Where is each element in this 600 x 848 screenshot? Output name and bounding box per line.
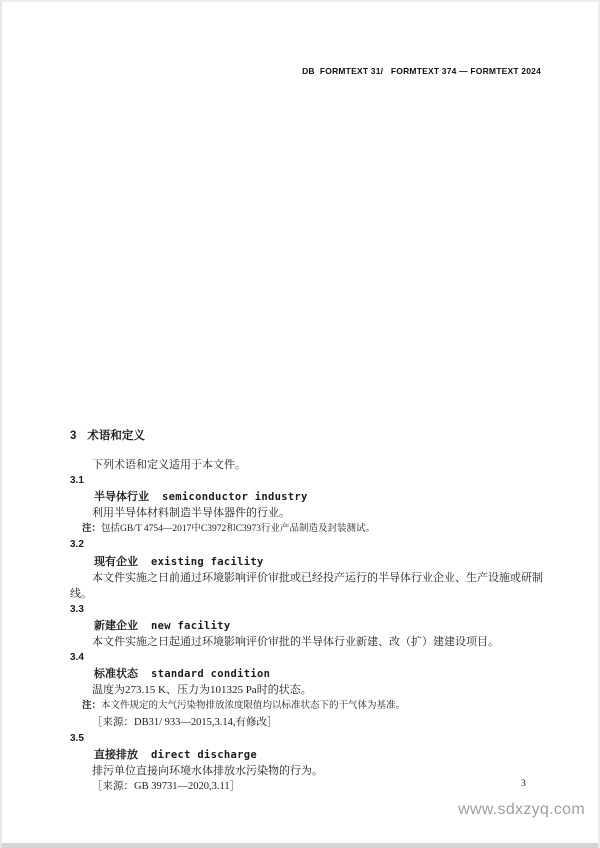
section-number: 3	[70, 430, 77, 442]
note-text: 包括GB/T 4754—2017中C3972和C3973行业产品制造及封装测试。	[101, 524, 376, 535]
term-line	[70, 666, 562, 682]
term-line	[70, 489, 562, 505]
term-english: existing facility	[151, 555, 264, 568]
note-label: 注：	[82, 700, 102, 712]
section-title: 术语和定义	[87, 430, 145, 442]
term-definition: 本文件实施之日起通过环境影响评价审批的半导体行业新建、改（扩）建建设项目。	[92, 636, 499, 649]
term-number: 3.3	[70, 603, 84, 615]
term-block	[70, 602, 562, 650]
term-block	[70, 473, 562, 537]
term-number: 3.4	[70, 652, 84, 664]
term-line	[70, 747, 562, 763]
note-text: 本文件规定的大气污染物排放浓度限值均以标准状态下的干气体为基准。	[101, 701, 406, 712]
term-english: semiconductor industry	[162, 491, 308, 504]
term-definition: 利用半导体材料制造半导体器件的行业。	[92, 507, 290, 520]
term-english: new facility	[151, 619, 231, 632]
term-chinese: 现有企业	[94, 555, 138, 568]
term-block	[70, 537, 562, 601]
section-heading	[70, 429, 562, 443]
term-definition: 本文件实施之日前通过环境影响评价审批或已经投产运行的半导体行业企业、生产设施或研制线。	[70, 571, 543, 600]
term-number: 3.1	[70, 475, 84, 487]
terms-and-definitions-section	[70, 429, 562, 795]
note-label: 注：	[82, 523, 102, 535]
term-note	[70, 521, 562, 537]
term-line	[70, 618, 562, 634]
term-definition: 温度为273.15 K、压力为101325 Pa时的状态。	[92, 684, 312, 697]
source-text: ［来源：GB 39731—2020,3.11］	[92, 780, 241, 792]
term-english: direct discharge	[151, 748, 257, 761]
term-source	[70, 715, 562, 731]
term-english: standard condition	[151, 668, 271, 681]
source-text: ［来源：DB31/ 933—2015,3.14,有修改］	[92, 716, 278, 728]
term-block	[70, 650, 562, 730]
term-line	[70, 554, 562, 570]
section-intro: 下列术语和定义适用于本文件。	[92, 459, 246, 471]
term-chinese: 直接排放	[94, 748, 138, 761]
term-block	[70, 731, 562, 795]
term-chinese: 标准状态	[94, 668, 138, 681]
term-source	[70, 779, 562, 795]
page-bottom-edge	[2, 843, 598, 848]
terms-list	[70, 473, 562, 795]
term-chinese: 新建企业	[94, 619, 138, 632]
term-number: 3.5	[70, 732, 84, 744]
term-number: 3.2	[70, 539, 84, 551]
term-definition: 排污单位直接向环境水体排放水污染物的行为。	[92, 764, 323, 777]
document-header: DB FORMTEXT 31/ FORMTEXT 374 — FORMTEXT 2024	[302, 66, 541, 76]
term-chinese: 半导体行业	[94, 491, 149, 504]
watermark: www.sdxzyq.com	[458, 801, 585, 818]
term-note	[70, 698, 562, 714]
page-number: 3	[521, 779, 526, 789]
